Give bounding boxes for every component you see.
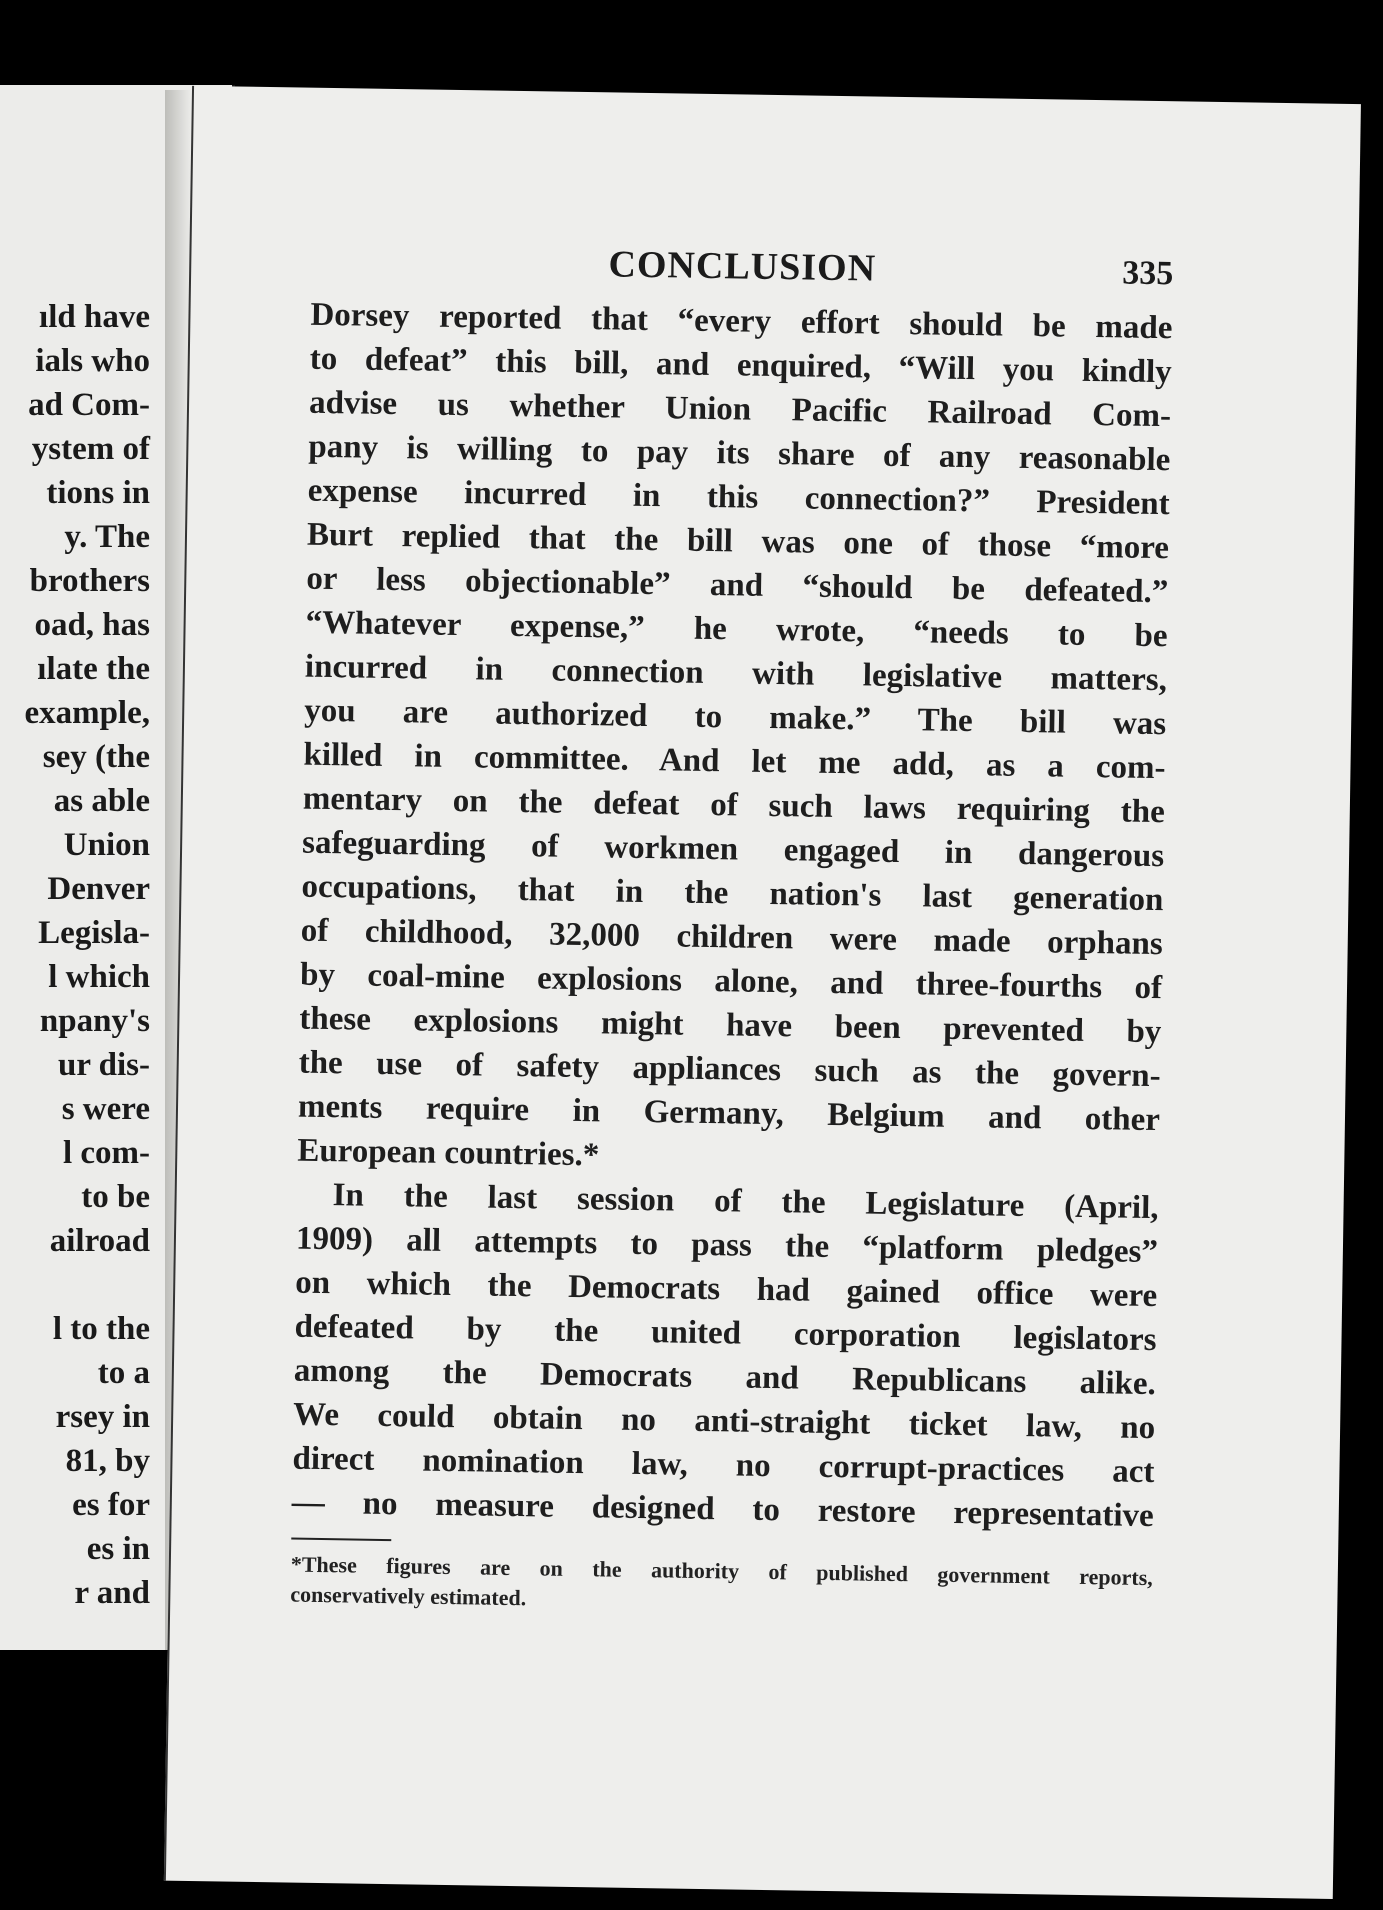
left-line: to be <box>81 1179 150 1215</box>
left-line: npany's <box>39 1003 150 1039</box>
text-line: among the Democrats and Republicans alike. <box>293 1352 1157 1403</box>
left-line: ystem of <box>31 431 150 467</box>
text-line: direct nomination law, no corrupt-practices act <box>292 1440 1155 1491</box>
left-line: ials who <box>35 343 150 379</box>
text-line: 1909) all attempts to pass the “platform pledges” <box>295 1220 1159 1271</box>
left-line: sey (the <box>42 739 150 775</box>
left-line: l to the <box>52 1311 150 1347</box>
text-line: or less objectionable” and “should be defeated.” <box>306 560 1169 611</box>
left-line: es in <box>86 1531 150 1567</box>
text-line: to defeat” this bill, and enquired, “Will you kindly <box>309 340 1172 391</box>
text-line: killed in committee. And let me add, as a com- <box>303 736 1166 787</box>
left-line: ailroad <box>49 1223 150 1259</box>
text-line: safeguarding of workmen engaged in dangerous <box>301 824 1165 875</box>
text-line: ments require in Germany, Belgium and other <box>297 1088 1161 1139</box>
left-line: l which <box>48 959 150 995</box>
text-line: expense incurred in this connection?” President <box>307 472 1170 523</box>
footnote <box>290 1550 1153 1624</box>
left-line: es for <box>72 1487 150 1523</box>
left-line: example, <box>24 695 150 731</box>
text-line: incurred in connection with legislative matters, <box>304 648 1168 699</box>
text-line: these explosions might have been prevented by <box>299 1000 1162 1051</box>
left-line: Legisla- <box>38 915 150 951</box>
text-line: In the last session of the Legislature (April, <box>332 1177 1159 1227</box>
text-line: — no measure designed to restore representative <box>291 1484 1155 1535</box>
text-line: on which the Democrats had gained office were <box>295 1264 1158 1315</box>
text-line: defeated by the united corporation legislators <box>294 1308 1157 1359</box>
left-line: 81, by <box>65 1443 150 1479</box>
text-line: of childhood, 32,000 children were made orphans <box>300 912 1163 963</box>
left-line: Union <box>63 827 150 863</box>
left-page-text <box>0 295 150 1615</box>
right-page <box>164 86 1361 1899</box>
left-line <box>0 1263 150 1307</box>
running-head: CONCLUSION <box>608 243 877 290</box>
left-line: s were <box>61 1091 150 1127</box>
text-line: by coal-mine explosions alone, and three-fourths of <box>299 956 1163 1007</box>
text-line: Dorsey reported that “every effort should be made <box>310 296 1173 347</box>
left-line: ur dis- <box>57 1047 150 1083</box>
text-line: the use of safety appliances such as the govern- <box>298 1044 1161 1095</box>
text-line: Burt replied that the bill was one of those “more <box>306 516 1170 567</box>
text-line: We could obtain no anti-straight ticket law, no <box>292 1396 1156 1447</box>
left-line: ad Com- <box>28 387 150 423</box>
left-line: Denver <box>47 871 150 907</box>
left-line: r and <box>74 1575 150 1611</box>
footnote-line: conservatively estimated. <box>290 1581 527 1611</box>
footnote-line: *These figures are on the authority of published government reports, <box>290 1551 1153 1591</box>
left-line: y. The <box>64 519 150 555</box>
text-line: European countries.* <box>297 1132 600 1174</box>
left-line: oad, has <box>34 607 150 643</box>
left-line: ıld have <box>39 299 150 335</box>
left-line: l com- <box>62 1135 150 1171</box>
body-text <box>291 293 1172 1538</box>
text-line: “Whatever expense,” he wrote, “needs to be <box>305 604 1168 655</box>
text-line: occupations, that in the nation's last generation <box>301 868 1164 919</box>
left-line: tions in <box>46 475 150 511</box>
text-line: you are authorized to make.” The bill was <box>303 692 1167 743</box>
left-line: as able <box>53 783 150 819</box>
page-number: 335 <box>1121 254 1174 293</box>
footnote-rule <box>291 1538 391 1542</box>
text-line: mentary on the defeat of such laws requiring the <box>302 780 1166 831</box>
left-line: to a <box>97 1355 150 1391</box>
text-line: pany is willing to pay its share of any reasonable <box>308 428 1171 479</box>
left-line: ılate the <box>37 651 150 687</box>
left-line: brothers <box>29 563 150 599</box>
page-header <box>311 238 1174 302</box>
left-line: rsey in <box>55 1399 150 1435</box>
text-line: advise us whether Union Pacific Railroad Com- <box>308 384 1172 435</box>
